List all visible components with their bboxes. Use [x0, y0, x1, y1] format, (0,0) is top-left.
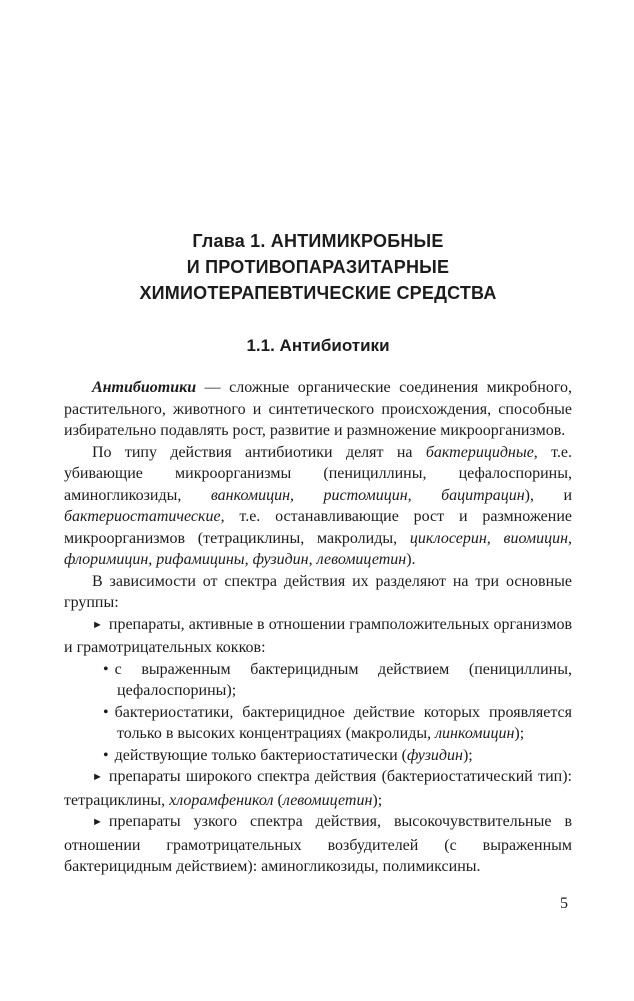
text-run: препараты, активные в отношении грамположительных организмов и грамотрицательных кокков:	[64, 615, 572, 656]
chapter-title	[64, 228, 572, 306]
dot-bullet-icon: •	[103, 746, 109, 764]
term-bactericidal: бактерицидные	[425, 443, 534, 461]
drug-name-italic: левомицетин	[282, 791, 373, 809]
list-item-arrow-3	[64, 811, 572, 878]
drug-name-italic: фузидин	[406, 746, 463, 764]
text-run: препараты широкого спектра действия (бактериостатический тип): тетрациклины,	[64, 768, 572, 809]
chapter-title-line-1: Глава 1. АНТИМИКРОБНЫЕ	[192, 231, 444, 251]
list-item-arrow-1	[64, 614, 572, 659]
paragraph-definition	[64, 377, 572, 442]
text-run: ).	[406, 551, 416, 568]
section-title: 1.1. Антибиотики	[246, 336, 390, 355]
text-run: бактериостатики, бактерицидное действие которых проявляется только в высоких концентрациях (макролиды,	[114, 703, 572, 742]
chapter-title-line-3: ХИМИОТЕРАПЕВТИЧЕСКИЕ СРЕДСТВА	[139, 283, 497, 303]
paragraph-action-types	[64, 442, 572, 571]
dot-bullet-icon: •	[103, 703, 109, 721]
arrow-bullet-icon: ►	[92, 618, 103, 631]
text-run: с выраженным бактерицидным действием (пенициллины, цефалоспорины);	[114, 660, 572, 699]
term-antibiotics: Антибиотики	[92, 379, 197, 396]
text-run: По типу действия антибиотики делят на	[92, 443, 426, 461]
text-run: );	[462, 746, 473, 764]
chapter-title-line-2: И ПРОТИВОПАРАЗИТАРНЫЕ	[186, 257, 450, 277]
text-run: ), и	[524, 486, 573, 504]
text-run: — сложные органические соединения микробного, растительного, животного и синтетического происхождения, способные избирательно подавлять рост, развитие и размножение микроорганизмов.	[64, 379, 572, 439]
paragraph-spectrum-intro	[64, 571, 572, 614]
drug-names-italic: ванкомицин, ристомицин, бацитрацин	[210, 486, 525, 504]
text-run: , т.е. убивающие микроорганизмы (пенициллины, цефалоспорины, аминогликозиды,	[64, 443, 573, 504]
text-run: В зависимости от спектра действия их разделяют на три основные группы:	[64, 572, 572, 611]
list-item-dot-3	[103, 745, 572, 767]
text-run: );	[514, 725, 525, 742]
list-item-arrow-2	[64, 766, 572, 811]
drug-names-italic: циклосерин, виомицин, флоримицин, рифамицины, фузидин, левомицетин	[64, 529, 572, 568]
drug-name-italic: хлорамфеникол	[169, 791, 274, 809]
text-run: );	[372, 791, 383, 809]
term-bacteriostatic: бактериостатические	[64, 508, 221, 525]
text-run: (	[273, 791, 283, 809]
arrow-bullet-icon: ►	[92, 816, 103, 828]
arrow-bullet-icon: ►	[92, 771, 103, 783]
body-text	[64, 377, 572, 878]
text-run: действующие только бактериостатически (	[114, 746, 407, 764]
text-run: , т.е. останавливающие рост и размножение микроорганизмов (тетрациклины, макролиды,	[64, 508, 572, 547]
dot-bullet-icon: •	[103, 660, 109, 678]
page-number: 5	[560, 895, 568, 912]
text-run: препараты узкого спектра действия, высокочувствительные в отношении грамотрицательных возбудителей (с выраженным бактерицидным действием): аминогликозиды, полимиксины.	[64, 813, 572, 875]
drug-name-italic: линкомицин	[435, 725, 515, 742]
list-item-dot-2	[103, 702, 572, 745]
list-item-dot-1	[103, 659, 572, 702]
